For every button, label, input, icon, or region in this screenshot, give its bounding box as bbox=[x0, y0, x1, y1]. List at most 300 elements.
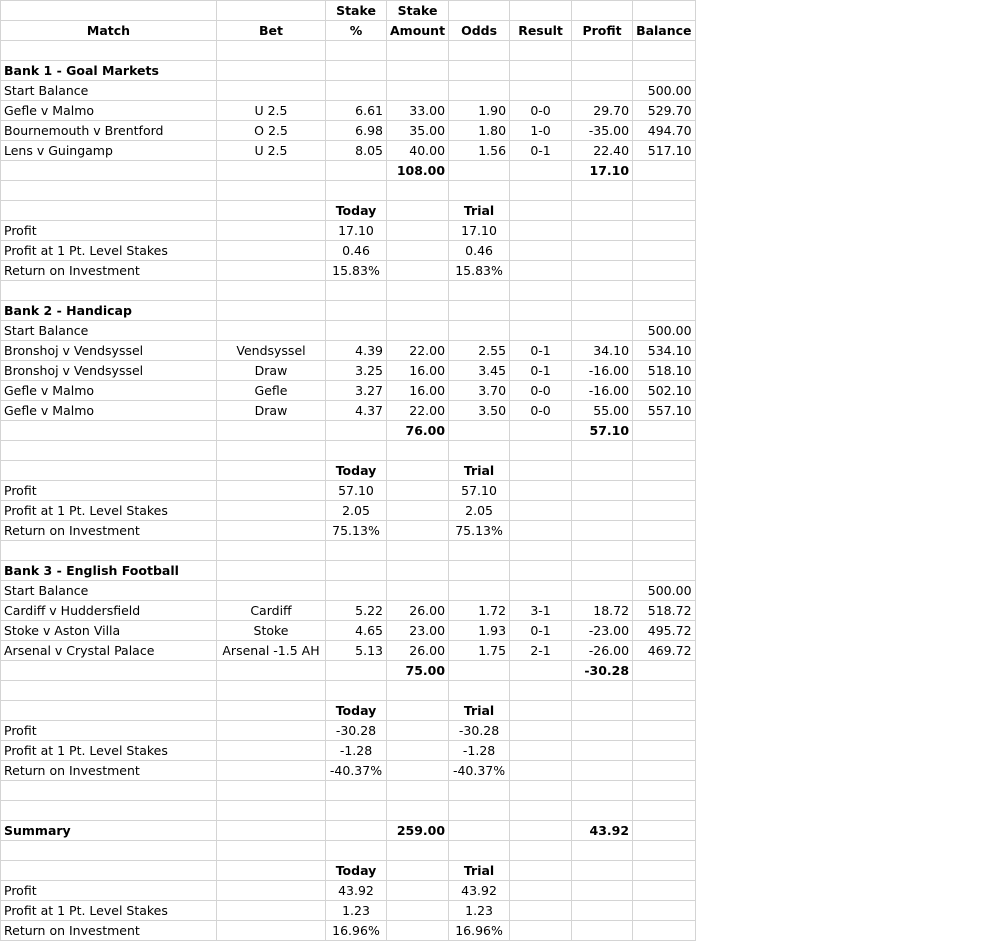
bank-title[interactable]: Bank 1 - Goal Markets bbox=[1, 61, 217, 81]
level-stakes-label[interactable]: Profit at 1 Pt. Level Stakes bbox=[1, 741, 217, 761]
column-header[interactable] bbox=[449, 1, 510, 21]
start-balance-value[interactable]: 500.00 bbox=[633, 81, 695, 101]
empty-cell[interactable] bbox=[633, 881, 695, 901]
start-balance-value[interactable]: 500.00 bbox=[633, 581, 695, 601]
stake-pct-cell[interactable]: 4.37 bbox=[326, 401, 387, 421]
empty-cell[interactable] bbox=[572, 541, 633, 561]
empty-cell[interactable] bbox=[572, 321, 633, 341]
roi-label[interactable]: Return on Investment bbox=[1, 521, 217, 541]
bet-cell[interactable]: Stoke bbox=[217, 621, 326, 641]
total-amount[interactable]: 76.00 bbox=[387, 421, 449, 441]
result-cell[interactable]: 0-1 bbox=[510, 361, 572, 381]
empty-cell[interactable] bbox=[510, 681, 572, 701]
empty-cell[interactable] bbox=[510, 481, 572, 501]
empty-cell[interactable] bbox=[449, 581, 510, 601]
odds-cell[interactable]: 1.56 bbox=[449, 141, 510, 161]
empty-cell[interactable] bbox=[217, 761, 326, 781]
trial-level-stakes[interactable]: 1.23 bbox=[449, 901, 510, 921]
total-amount[interactable]: 108.00 bbox=[387, 161, 449, 181]
empty-cell[interactable] bbox=[217, 841, 326, 861]
empty-cell[interactable] bbox=[1, 841, 217, 861]
empty-cell[interactable] bbox=[387, 281, 449, 301]
trial-roi[interactable]: 75.13% bbox=[449, 521, 510, 541]
today-roi[interactable]: 15.83% bbox=[326, 261, 387, 281]
empty-cell[interactable] bbox=[449, 41, 510, 61]
stake-amount-cell[interactable]: 40.00 bbox=[387, 141, 449, 161]
stake-amount-cell[interactable]: 22.00 bbox=[387, 401, 449, 421]
odds-cell[interactable]: 1.75 bbox=[449, 641, 510, 661]
profit-cell[interactable]: -26.00 bbox=[572, 641, 633, 661]
column-header[interactable]: Balance bbox=[633, 21, 695, 41]
empty-cell[interactable] bbox=[510, 161, 572, 181]
balance-cell[interactable]: 517.10 bbox=[633, 141, 695, 161]
roi-label[interactable]: Return on Investment bbox=[1, 761, 217, 781]
empty-cell[interactable] bbox=[217, 681, 326, 701]
empty-cell[interactable] bbox=[387, 921, 449, 941]
empty-cell[interactable] bbox=[510, 921, 572, 941]
profit-cell[interactable]: -16.00 bbox=[572, 361, 633, 381]
stake-pct-cell[interactable]: 3.27 bbox=[326, 381, 387, 401]
balance-cell[interactable]: 557.10 bbox=[633, 401, 695, 421]
empty-cell[interactable] bbox=[387, 581, 449, 601]
empty-cell[interactable] bbox=[1, 441, 217, 461]
empty-cell[interactable] bbox=[449, 161, 510, 181]
empty-cell[interactable] bbox=[1, 161, 217, 181]
empty-cell[interactable] bbox=[572, 481, 633, 501]
empty-cell[interactable] bbox=[387, 41, 449, 61]
empty-cell[interactable] bbox=[217, 461, 326, 481]
empty-cell[interactable] bbox=[510, 81, 572, 101]
empty-cell[interactable] bbox=[217, 881, 326, 901]
result-cell[interactable]: 1-0 bbox=[510, 121, 572, 141]
today-profit[interactable]: 17.10 bbox=[326, 221, 387, 241]
roi-label[interactable]: Return on Investment bbox=[1, 921, 217, 941]
profit-label[interactable]: Profit bbox=[1, 721, 217, 741]
empty-cell[interactable] bbox=[510, 521, 572, 541]
today-header[interactable]: Today bbox=[326, 201, 387, 221]
bank-title[interactable]: Bank 3 - English Football bbox=[1, 561, 217, 581]
empty-cell[interactable] bbox=[572, 281, 633, 301]
trial-profit[interactable]: -30.28 bbox=[449, 721, 510, 741]
empty-cell[interactable] bbox=[387, 81, 449, 101]
empty-cell[interactable] bbox=[510, 721, 572, 741]
column-header[interactable] bbox=[510, 1, 572, 21]
empty-cell[interactable] bbox=[217, 181, 326, 201]
empty-cell[interactable] bbox=[510, 661, 572, 681]
empty-cell[interactable] bbox=[217, 861, 326, 881]
empty-cell[interactable] bbox=[1, 461, 217, 481]
match-cell[interactable]: Stoke v Aston Villa bbox=[1, 621, 217, 641]
empty-cell[interactable] bbox=[217, 81, 326, 101]
bet-cell[interactable]: Arsenal -1.5 AH bbox=[217, 641, 326, 661]
empty-cell[interactable] bbox=[510, 901, 572, 921]
empty-cell[interactable] bbox=[633, 441, 695, 461]
empty-cell[interactable] bbox=[572, 881, 633, 901]
empty-cell[interactable] bbox=[387, 201, 449, 221]
empty-cell[interactable] bbox=[449, 441, 510, 461]
odds-cell[interactable]: 2.55 bbox=[449, 341, 510, 361]
column-header[interactable]: Bet bbox=[217, 21, 326, 41]
level-stakes-label[interactable]: Profit at 1 Pt. Level Stakes bbox=[1, 241, 217, 261]
empty-cell[interactable] bbox=[326, 161, 387, 181]
empty-cell[interactable] bbox=[217, 541, 326, 561]
empty-cell[interactable] bbox=[510, 41, 572, 61]
empty-cell[interactable] bbox=[217, 41, 326, 61]
empty-cell[interactable] bbox=[387, 461, 449, 481]
summary-title[interactable]: Summary bbox=[1, 821, 217, 841]
start-balance-value[interactable]: 500.00 bbox=[633, 321, 695, 341]
empty-cell[interactable] bbox=[633, 721, 695, 741]
stake-amount-cell[interactable]: 16.00 bbox=[387, 381, 449, 401]
empty-cell[interactable] bbox=[633, 481, 695, 501]
empty-cell[interactable] bbox=[572, 561, 633, 581]
empty-cell[interactable] bbox=[326, 581, 387, 601]
bet-cell[interactable]: Draw bbox=[217, 401, 326, 421]
trial-roi[interactable]: 15.83% bbox=[449, 261, 510, 281]
empty-cell[interactable] bbox=[387, 561, 449, 581]
result-cell[interactable]: 0-0 bbox=[510, 381, 572, 401]
empty-cell[interactable] bbox=[449, 301, 510, 321]
result-cell[interactable]: 3-1 bbox=[510, 601, 572, 621]
today-profit[interactable]: -30.28 bbox=[326, 721, 387, 741]
empty-cell[interactable] bbox=[633, 701, 695, 721]
empty-cell[interactable] bbox=[510, 861, 572, 881]
trial-profit[interactable]: 43.92 bbox=[449, 881, 510, 901]
trial-header[interactable]: Trial bbox=[449, 461, 510, 481]
empty-cell[interactable] bbox=[572, 841, 633, 861]
match-cell[interactable]: Bronshoj v Vendsyssel bbox=[1, 341, 217, 361]
empty-cell[interactable] bbox=[510, 561, 572, 581]
empty-cell[interactable] bbox=[633, 41, 695, 61]
empty-cell[interactable] bbox=[510, 501, 572, 521]
trial-profit[interactable]: 17.10 bbox=[449, 221, 510, 241]
empty-cell[interactable] bbox=[572, 681, 633, 701]
empty-cell[interactable] bbox=[633, 921, 695, 941]
empty-cell[interactable] bbox=[217, 581, 326, 601]
balance-cell[interactable]: 494.70 bbox=[633, 121, 695, 141]
stake-pct-cell[interactable]: 3.25 bbox=[326, 361, 387, 381]
bet-cell[interactable]: Draw bbox=[217, 361, 326, 381]
empty-cell[interactable] bbox=[217, 821, 326, 841]
empty-cell[interactable] bbox=[217, 221, 326, 241]
today-profit[interactable]: 57.10 bbox=[326, 481, 387, 501]
today-level-stakes[interactable]: 1.23 bbox=[326, 901, 387, 921]
empty-cell[interactable] bbox=[326, 541, 387, 561]
empty-cell[interactable] bbox=[217, 701, 326, 721]
profit-cell[interactable]: 34.10 bbox=[572, 341, 633, 361]
empty-cell[interactable] bbox=[1, 801, 217, 821]
empty-cell[interactable] bbox=[387, 801, 449, 821]
empty-cell[interactable] bbox=[217, 661, 326, 681]
empty-cell[interactable] bbox=[633, 201, 695, 221]
column-header[interactable]: Stake bbox=[387, 1, 449, 21]
empty-cell[interactable] bbox=[510, 781, 572, 801]
empty-cell[interactable] bbox=[217, 561, 326, 581]
balance-cell[interactable]: 518.10 bbox=[633, 361, 695, 381]
empty-cell[interactable] bbox=[633, 281, 695, 301]
empty-cell[interactable] bbox=[633, 821, 695, 841]
column-header[interactable] bbox=[217, 1, 326, 21]
empty-cell[interactable] bbox=[449, 541, 510, 561]
profit-cell[interactable]: -23.00 bbox=[572, 621, 633, 641]
bet-cell[interactable]: O 2.5 bbox=[217, 121, 326, 141]
empty-cell[interactable] bbox=[326, 801, 387, 821]
trial-level-stakes[interactable]: 2.05 bbox=[449, 501, 510, 521]
empty-cell[interactable] bbox=[449, 561, 510, 581]
stake-pct-cell[interactable]: 6.61 bbox=[326, 101, 387, 121]
empty-cell[interactable] bbox=[1, 541, 217, 561]
empty-cell[interactable] bbox=[449, 681, 510, 701]
empty-cell[interactable] bbox=[217, 481, 326, 501]
empty-cell[interactable] bbox=[572, 901, 633, 921]
empty-cell[interactable] bbox=[572, 221, 633, 241]
empty-cell[interactable] bbox=[510, 881, 572, 901]
empty-cell[interactable] bbox=[510, 441, 572, 461]
stake-pct-cell[interactable]: 4.65 bbox=[326, 621, 387, 641]
result-cell[interactable]: 0-0 bbox=[510, 101, 572, 121]
empty-cell[interactable] bbox=[572, 61, 633, 81]
empty-cell[interactable] bbox=[326, 661, 387, 681]
empty-cell[interactable] bbox=[510, 841, 572, 861]
match-cell[interactable]: Bournemouth v Brentford bbox=[1, 121, 217, 141]
empty-cell[interactable] bbox=[387, 441, 449, 461]
empty-cell[interactable] bbox=[326, 301, 387, 321]
level-stakes-label[interactable]: Profit at 1 Pt. Level Stakes bbox=[1, 901, 217, 921]
profit-label[interactable]: Profit bbox=[1, 221, 217, 241]
odds-cell[interactable]: 1.90 bbox=[449, 101, 510, 121]
stake-amount-cell[interactable]: 23.00 bbox=[387, 621, 449, 641]
empty-cell[interactable] bbox=[449, 281, 510, 301]
column-header[interactable]: Odds bbox=[449, 21, 510, 41]
roi-label[interactable]: Return on Investment bbox=[1, 261, 217, 281]
empty-cell[interactable] bbox=[387, 541, 449, 561]
empty-cell[interactable] bbox=[633, 681, 695, 701]
empty-cell[interactable] bbox=[572, 501, 633, 521]
empty-cell[interactable] bbox=[449, 81, 510, 101]
summary-total-amount[interactable]: 259.00 bbox=[387, 821, 449, 841]
odds-cell[interactable]: 1.80 bbox=[449, 121, 510, 141]
empty-cell[interactable] bbox=[572, 41, 633, 61]
today-header[interactable]: Today bbox=[326, 861, 387, 881]
result-cell[interactable]: 0-0 bbox=[510, 401, 572, 421]
match-cell[interactable]: Gefle v Malmo bbox=[1, 381, 217, 401]
profit-cell[interactable]: 22.40 bbox=[572, 141, 633, 161]
empty-cell[interactable] bbox=[387, 61, 449, 81]
empty-cell[interactable] bbox=[633, 501, 695, 521]
profit-cell[interactable]: 55.00 bbox=[572, 401, 633, 421]
empty-cell[interactable] bbox=[633, 661, 695, 681]
empty-cell[interactable] bbox=[1, 421, 217, 441]
empty-cell[interactable] bbox=[326, 681, 387, 701]
profit-cell[interactable]: -16.00 bbox=[572, 381, 633, 401]
stake-pct-cell[interactable]: 6.98 bbox=[326, 121, 387, 141]
empty-cell[interactable] bbox=[387, 681, 449, 701]
empty-cell[interactable] bbox=[1, 781, 217, 801]
empty-cell[interactable] bbox=[217, 261, 326, 281]
total-profit[interactable]: 57.10 bbox=[572, 421, 633, 441]
empty-cell[interactable] bbox=[326, 421, 387, 441]
empty-cell[interactable] bbox=[449, 181, 510, 201]
empty-cell[interactable] bbox=[217, 441, 326, 461]
bet-cell[interactable]: Vendsyssel bbox=[217, 341, 326, 361]
trial-roi[interactable]: -40.37% bbox=[449, 761, 510, 781]
match-cell[interactable]: Arsenal v Crystal Palace bbox=[1, 641, 217, 661]
empty-cell[interactable] bbox=[326, 781, 387, 801]
stake-pct-cell[interactable]: 8.05 bbox=[326, 141, 387, 161]
total-profit[interactable]: -30.28 bbox=[572, 661, 633, 681]
empty-cell[interactable] bbox=[387, 701, 449, 721]
bet-cell[interactable]: U 2.5 bbox=[217, 141, 326, 161]
empty-cell[interactable] bbox=[387, 761, 449, 781]
empty-cell[interactable] bbox=[449, 661, 510, 681]
empty-cell[interactable] bbox=[449, 781, 510, 801]
empty-cell[interactable] bbox=[326, 41, 387, 61]
empty-cell[interactable] bbox=[633, 421, 695, 441]
empty-cell[interactable] bbox=[449, 801, 510, 821]
stake-pct-cell[interactable]: 5.13 bbox=[326, 641, 387, 661]
empty-cell[interactable] bbox=[217, 741, 326, 761]
trial-profit[interactable]: 57.10 bbox=[449, 481, 510, 501]
empty-cell[interactable] bbox=[326, 561, 387, 581]
empty-cell[interactable] bbox=[449, 841, 510, 861]
empty-cell[interactable] bbox=[217, 321, 326, 341]
empty-cell[interactable] bbox=[510, 821, 572, 841]
empty-cell[interactable] bbox=[510, 761, 572, 781]
trial-header[interactable]: Trial bbox=[449, 701, 510, 721]
today-header[interactable]: Today bbox=[326, 461, 387, 481]
empty-cell[interactable] bbox=[510, 581, 572, 601]
start-balance-label[interactable]: Start Balance bbox=[1, 321, 217, 341]
bet-cell[interactable]: U 2.5 bbox=[217, 101, 326, 121]
empty-cell[interactable] bbox=[633, 781, 695, 801]
empty-cell[interactable] bbox=[449, 421, 510, 441]
today-level-stakes[interactable]: 0.46 bbox=[326, 241, 387, 261]
empty-cell[interactable] bbox=[326, 81, 387, 101]
empty-cell[interactable] bbox=[633, 521, 695, 541]
empty-cell[interactable] bbox=[572, 781, 633, 801]
empty-cell[interactable] bbox=[1, 41, 217, 61]
total-amount[interactable]: 75.00 bbox=[387, 661, 449, 681]
empty-cell[interactable] bbox=[217, 801, 326, 821]
odds-cell[interactable]: 1.72 bbox=[449, 601, 510, 621]
match-cell[interactable]: Gefle v Malmo bbox=[1, 101, 217, 121]
balance-cell[interactable]: 495.72 bbox=[633, 621, 695, 641]
empty-cell[interactable] bbox=[572, 461, 633, 481]
trial-level-stakes[interactable]: -1.28 bbox=[449, 741, 510, 761]
empty-cell[interactable] bbox=[572, 721, 633, 741]
empty-cell[interactable] bbox=[1, 281, 217, 301]
empty-cell[interactable] bbox=[387, 781, 449, 801]
empty-cell[interactable] bbox=[572, 81, 633, 101]
empty-cell[interactable] bbox=[510, 201, 572, 221]
empty-cell[interactable] bbox=[572, 581, 633, 601]
empty-cell[interactable] bbox=[217, 921, 326, 941]
empty-cell[interactable] bbox=[510, 301, 572, 321]
today-level-stakes[interactable]: -1.28 bbox=[326, 741, 387, 761]
empty-cell[interactable] bbox=[510, 701, 572, 721]
empty-cell[interactable] bbox=[572, 801, 633, 821]
total-profit[interactable]: 17.10 bbox=[572, 161, 633, 181]
odds-cell[interactable]: 3.50 bbox=[449, 401, 510, 421]
result-cell[interactable]: 0-1 bbox=[510, 141, 572, 161]
result-cell[interactable]: 0-1 bbox=[510, 341, 572, 361]
empty-cell[interactable] bbox=[1, 181, 217, 201]
empty-cell[interactable] bbox=[633, 741, 695, 761]
empty-cell[interactable] bbox=[633, 801, 695, 821]
empty-cell[interactable] bbox=[1, 861, 217, 881]
empty-cell[interactable] bbox=[510, 541, 572, 561]
column-header[interactable] bbox=[572, 1, 633, 21]
empty-cell[interactable] bbox=[326, 841, 387, 861]
balance-cell[interactable]: 502.10 bbox=[633, 381, 695, 401]
profit-cell[interactable]: 18.72 bbox=[572, 601, 633, 621]
empty-cell[interactable] bbox=[572, 761, 633, 781]
empty-cell[interactable] bbox=[387, 241, 449, 261]
stake-amount-cell[interactable]: 26.00 bbox=[387, 601, 449, 621]
empty-cell[interactable] bbox=[633, 761, 695, 781]
column-header[interactable] bbox=[1, 1, 217, 21]
balance-cell[interactable]: 529.70 bbox=[633, 101, 695, 121]
odds-cell[interactable]: 1.93 bbox=[449, 621, 510, 641]
empty-cell[interactable] bbox=[217, 241, 326, 261]
today-level-stakes[interactable]: 2.05 bbox=[326, 501, 387, 521]
empty-cell[interactable] bbox=[1, 701, 217, 721]
start-balance-label[interactable]: Start Balance bbox=[1, 81, 217, 101]
empty-cell[interactable] bbox=[633, 221, 695, 241]
empty-cell[interactable] bbox=[510, 421, 572, 441]
empty-cell[interactable] bbox=[449, 821, 510, 841]
empty-cell[interactable] bbox=[387, 881, 449, 901]
match-cell[interactable]: Bronshoj v Vendsyssel bbox=[1, 361, 217, 381]
odds-cell[interactable]: 3.70 bbox=[449, 381, 510, 401]
empty-cell[interactable] bbox=[633, 841, 695, 861]
empty-cell[interactable] bbox=[449, 61, 510, 81]
profit-cell[interactable]: -35.00 bbox=[572, 121, 633, 141]
bet-cell[interactable]: Cardiff bbox=[217, 601, 326, 621]
empty-cell[interactable] bbox=[449, 321, 510, 341]
match-cell[interactable]: Gefle v Malmo bbox=[1, 401, 217, 421]
empty-cell[interactable] bbox=[217, 301, 326, 321]
column-header[interactable]: Amount bbox=[387, 21, 449, 41]
empty-cell[interactable] bbox=[387, 321, 449, 341]
empty-cell[interactable] bbox=[387, 501, 449, 521]
empty-cell[interactable] bbox=[572, 181, 633, 201]
level-stakes-label[interactable]: Profit at 1 Pt. Level Stakes bbox=[1, 501, 217, 521]
empty-cell[interactable] bbox=[510, 181, 572, 201]
odds-cell[interactable]: 3.45 bbox=[449, 361, 510, 381]
empty-cell[interactable] bbox=[387, 261, 449, 281]
empty-cell[interactable] bbox=[387, 901, 449, 921]
empty-cell[interactable] bbox=[572, 301, 633, 321]
empty-cell[interactable] bbox=[387, 861, 449, 881]
balance-cell[interactable]: 469.72 bbox=[633, 641, 695, 661]
empty-cell[interactable] bbox=[572, 921, 633, 941]
empty-cell[interactable] bbox=[217, 201, 326, 221]
empty-cell[interactable] bbox=[217, 781, 326, 801]
empty-cell[interactable] bbox=[510, 741, 572, 761]
match-cell[interactable]: Cardiff v Huddersfield bbox=[1, 601, 217, 621]
column-header[interactable]: % bbox=[326, 21, 387, 41]
match-cell[interactable]: Lens v Guingamp bbox=[1, 141, 217, 161]
empty-cell[interactable] bbox=[572, 861, 633, 881]
empty-cell[interactable] bbox=[633, 901, 695, 921]
trial-header[interactable]: Trial bbox=[449, 861, 510, 881]
empty-cell[interactable] bbox=[633, 861, 695, 881]
trial-roi[interactable]: 16.96% bbox=[449, 921, 510, 941]
column-header[interactable] bbox=[633, 1, 695, 21]
empty-cell[interactable] bbox=[633, 181, 695, 201]
stake-pct-cell[interactable]: 5.22 bbox=[326, 601, 387, 621]
